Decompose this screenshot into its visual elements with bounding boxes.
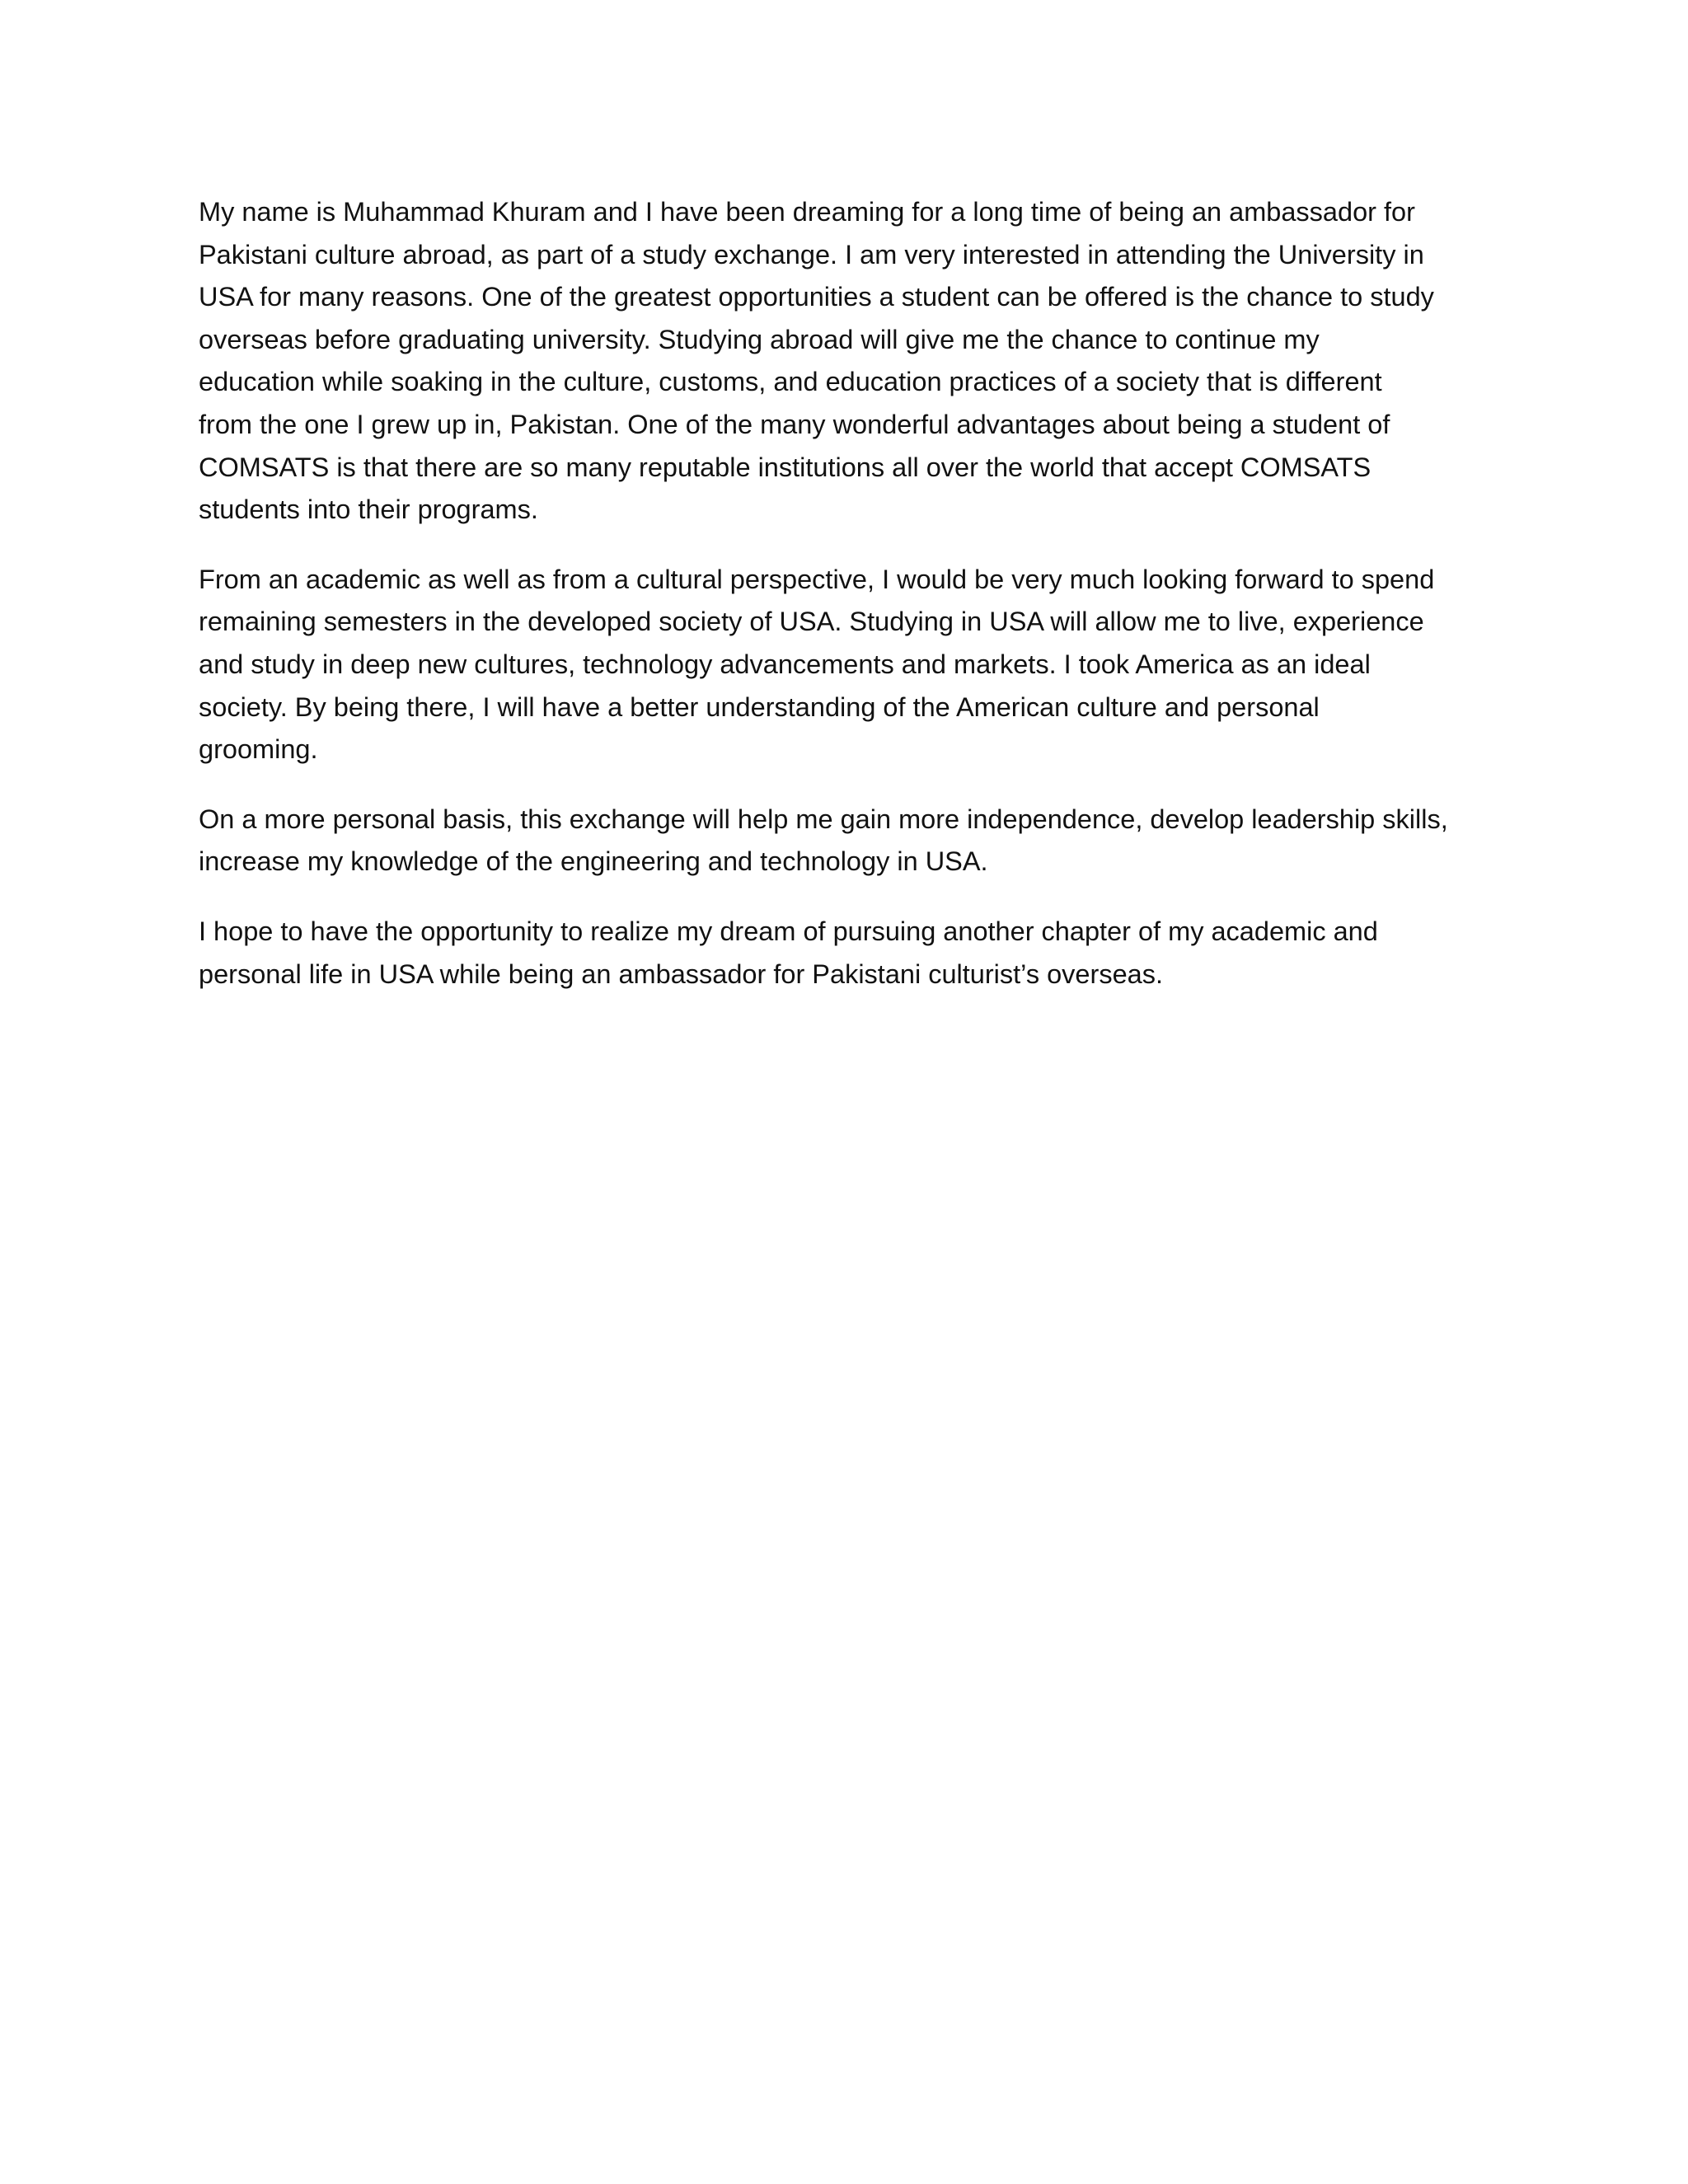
paragraph-line: overseas before graduating university. Studying abroad will give me the chance to continue my — [199, 324, 1320, 354]
paragraph-line: society. By being there, I will have a better understanding of the American culture and personal — [199, 691, 1320, 722]
paragraph-line: grooming. — [199, 734, 318, 765]
paragraph-3 — [199, 799, 1494, 883]
paragraph-line: from the one I grew up in, Pakistan. One of the many wonderful advantages about being a student of — [199, 409, 1390, 439]
paragraph-line: COMSATS is that there are so many reputable institutions all over the world that accept COMSATS — [199, 452, 1372, 482]
paragraph-line: personal life in USA while being an ambassador for Pakistani culturist’s overseas. — [199, 958, 1163, 989]
paragraph-line: remaining semesters in the developed society of USA. Studying in USA will allow me to live, experience — [199, 607, 1424, 637]
paragraph-line: On a more personal basis, this exchange will help me gain more independence, develop leadership skills, — [199, 804, 1448, 834]
document-body — [199, 191, 1494, 1023]
paragraph-line: increase my knowledge of the engineering and technology in USA. — [199, 846, 988, 877]
paragraph-line: education while soaking in the culture, customs, and education practices of a society that is different — [199, 367, 1382, 397]
paragraph-line: From an academic as well as from a cultural perspective, I would be very much looking forward to spend — [199, 564, 1435, 594]
paragraph-4 — [199, 911, 1494, 996]
paragraph-line: My name is Muhammad Khuram and I have been dreaming for a long time of being an ambassador for — [199, 197, 1415, 227]
paragraph-1 — [199, 191, 1494, 532]
paragraph-line: and study in deep new cultures, technology advancements and markets. I took America as an ideal — [199, 649, 1371, 679]
paragraph-line: I hope to have the opportunity to realize my dream of pursuing another chapter of my academic and — [199, 916, 1378, 946]
paragraph-2 — [199, 559, 1494, 771]
paragraph-line: USA for many reasons. One of the greatest opportunities a student can be offered is the chance to study — [199, 282, 1434, 312]
paragraph-line: Pakistani culture abroad, as part of a study exchange. I am very interested in attending the University in — [199, 239, 1424, 269]
paragraph-line: students into their programs. — [199, 494, 538, 525]
